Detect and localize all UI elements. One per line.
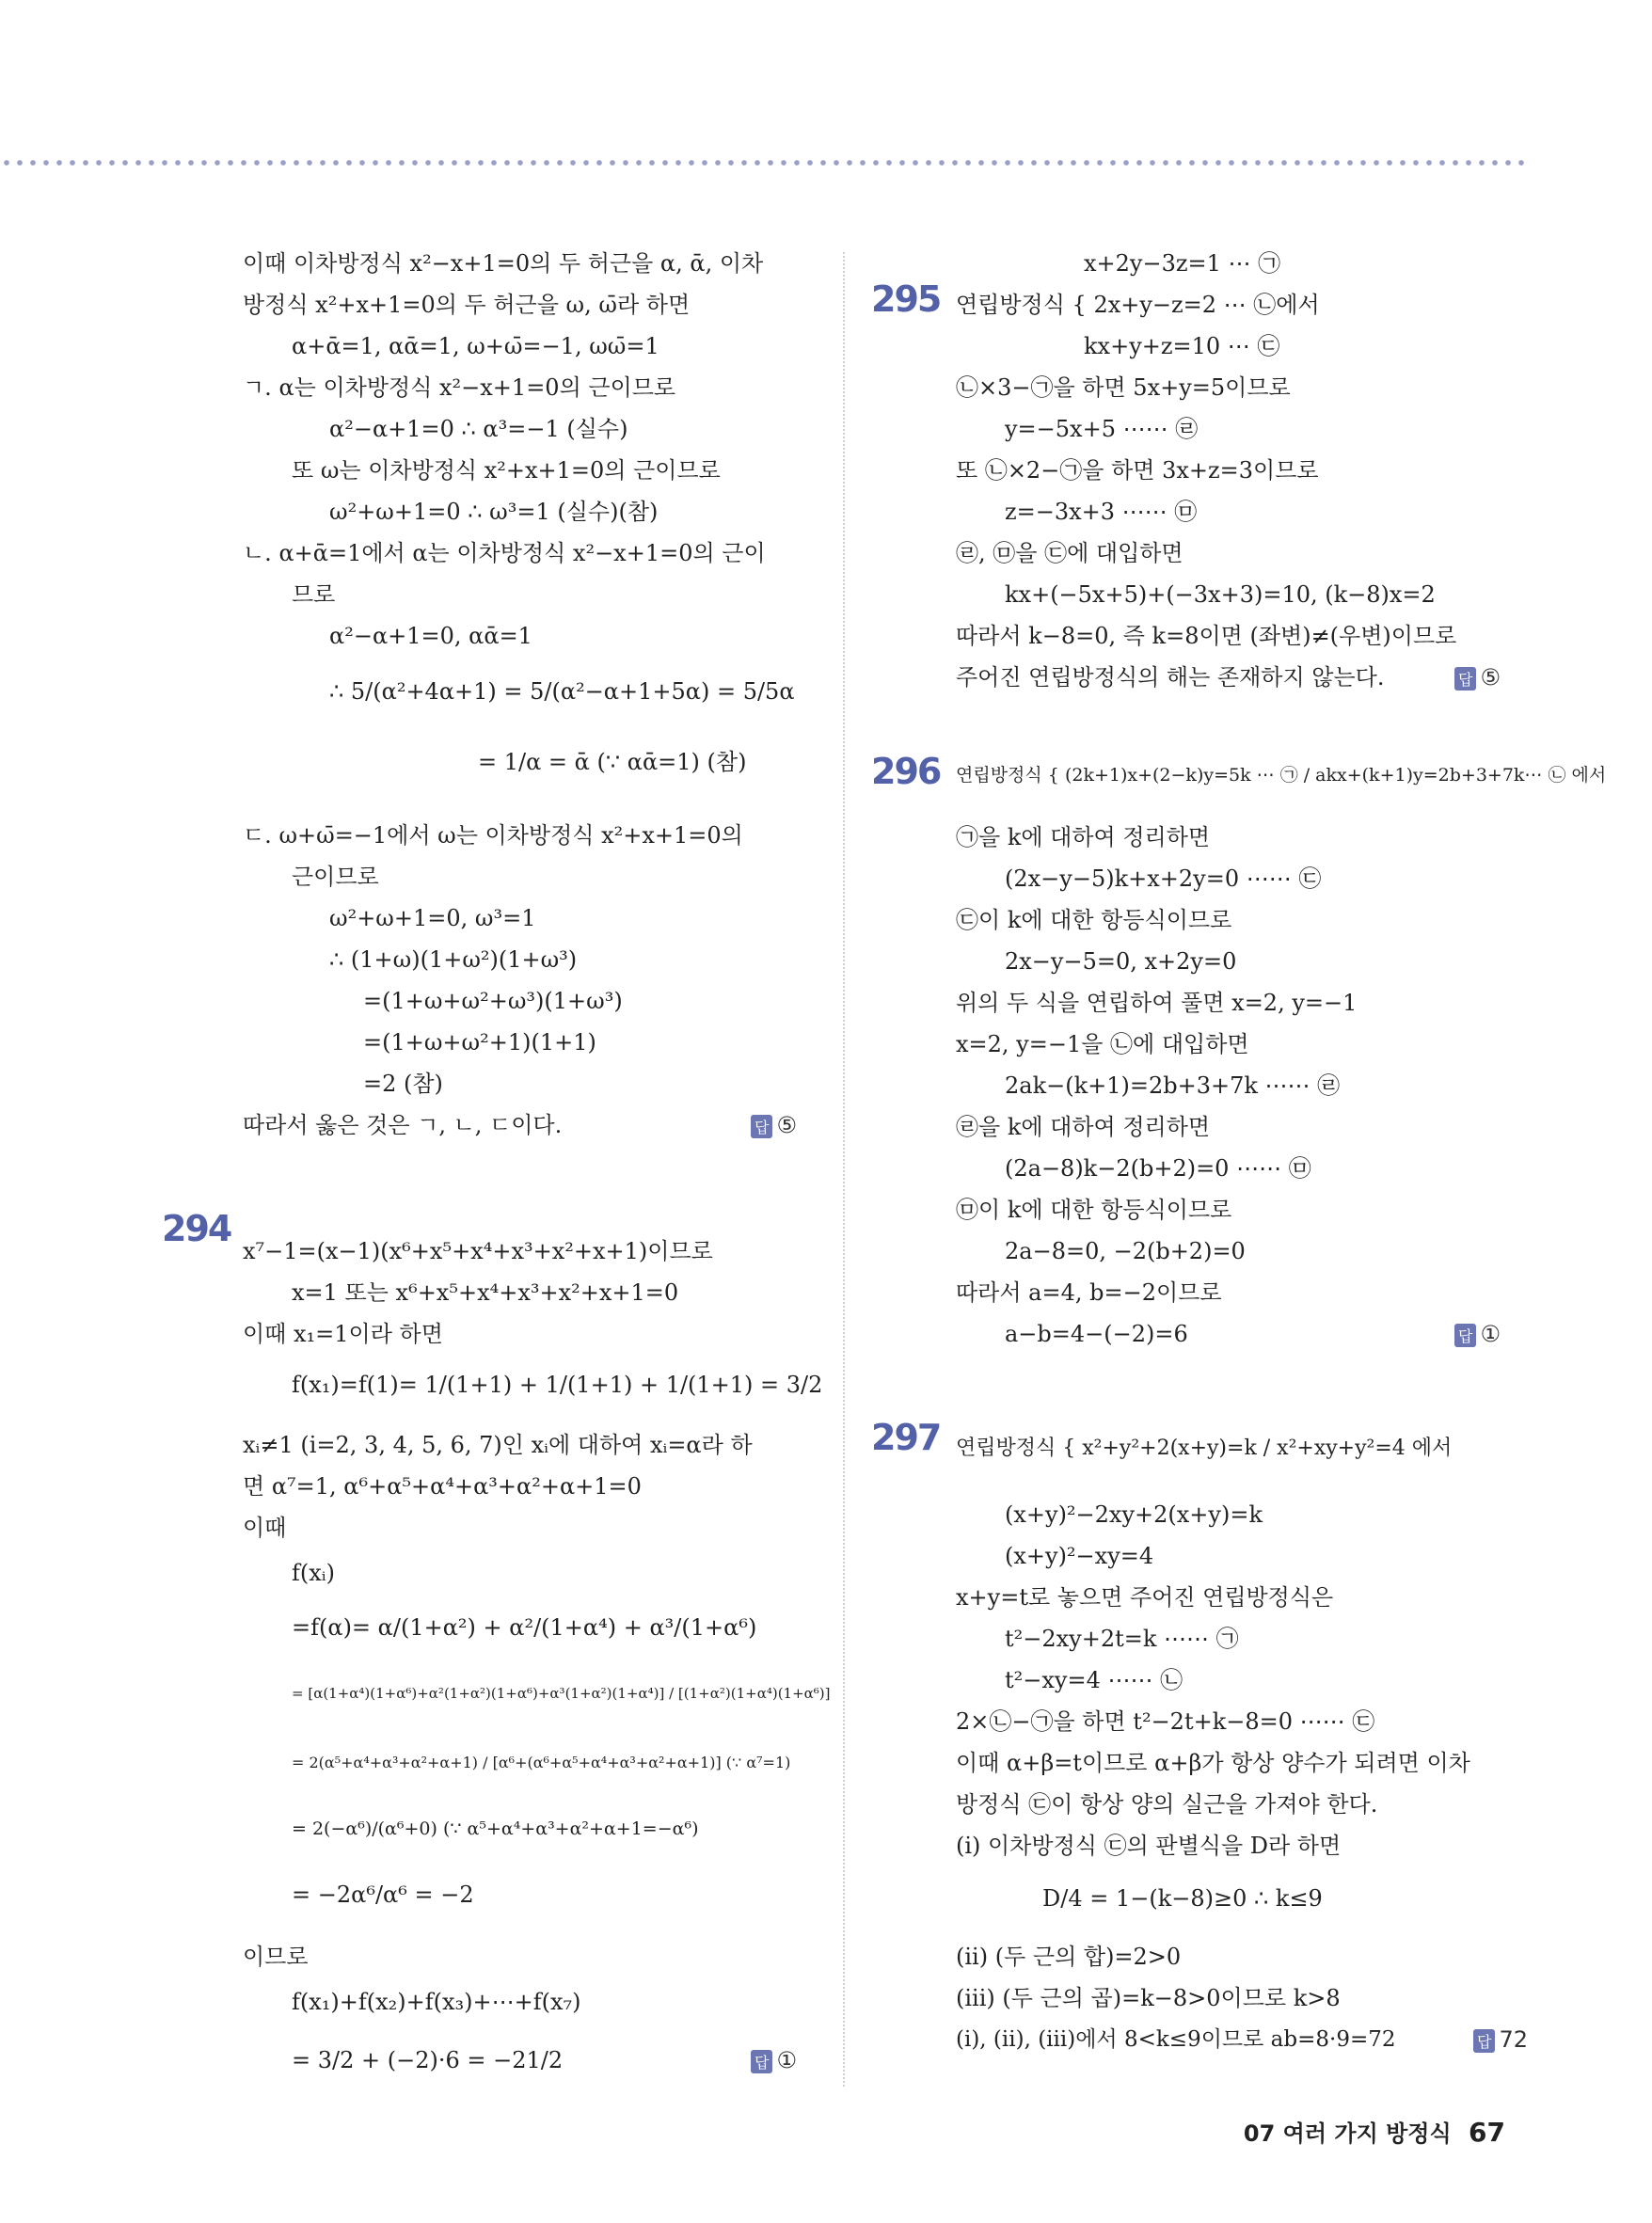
text-line: 또 ω는 이차방정식 x²+x+1=0의 근이므로 <box>292 457 721 484</box>
text-line: ㉣, ㉤을 ㉢에 대입하면 <box>956 540 1183 566</box>
answer-295: 답 ⑤ <box>1454 664 1501 691</box>
text-line: 므로 <box>292 581 336 608</box>
text-line: =(1+ω+ω²+1)(1+1) <box>363 1029 596 1056</box>
text-line: ω²+ω+1=0, ω³=1 <box>329 905 536 931</box>
text-line: (2x−y−5)k+x+2y=0 ⋯⋯ ㉢ <box>1005 865 1322 892</box>
text-line: kx+(−5x+5)+(−3x+3)=10, (k−8)x=2 <box>1005 581 1436 608</box>
text-line: (x+y)²−xy=4 <box>1005 1543 1154 1569</box>
page-footer <box>1244 2115 1505 2148</box>
text-line: D/4 = 1−(k−8)≥0 ∴ k≤9 <box>1042 1885 1323 1912</box>
text-line: z=−3x+3 ⋯⋯ ㉤ <box>1005 499 1198 525</box>
text-line: ㉡×3−㉠을 하면 5x+y=5이므로 <box>956 374 1291 401</box>
text-line: ㄱ. α는 이차방정식 x²−x+1=0의 근이므로 <box>243 374 676 401</box>
problem-number-295: 295 <box>871 278 941 320</box>
text-line: 따라서 a=4, b=−2이므로 <box>956 1279 1222 1306</box>
text-line: =f(α)= α/(1+α²) + α²/(1+α⁴) + α³/(1+α⁶) <box>292 1614 757 1641</box>
problem-number-297: 297 <box>871 1417 941 1458</box>
answer-297: 답 72 <box>1473 2026 1528 2053</box>
text-line: a−b=4−(−2)=6 <box>1005 1321 1188 1347</box>
text-line: 연립방정식 { (2k+1)x+(2−k)y=5k ⋯ ㉠ / akx+(k+1)y=2b+3+7k⋯ ㉡ 에서 <box>956 765 1607 786</box>
problem-number-294: 294 <box>162 1208 231 1249</box>
text-line: x+2y−3z=1 ⋯ ㉠ <box>1084 250 1281 277</box>
text-line: 2x−y−5=0, x+2y=0 <box>1005 948 1237 975</box>
text-line: ㉣을 k에 대하여 정리하면 <box>956 1114 1211 1140</box>
text-line: 연립방정식 { 2x+y−z=2 ⋯ ㉡에서 <box>956 292 1320 318</box>
text-line: t²−2xy+2t=k ⋯⋯ ㉠ <box>1005 1626 1239 1652</box>
text-line: x=1 또는 x⁶+x⁵+x⁴+x³+x²+x+1=0 <box>292 1279 679 1306</box>
problem-number-296: 296 <box>871 751 941 792</box>
text-line: 2a−8=0, −2(b+2)=0 <box>1005 1238 1246 1264</box>
text-line: α+ᾱ=1, αᾱ=1, ω+ω̄=−1, ωω̄=1 <box>292 333 659 359</box>
text-line: =2 (참) <box>363 1071 443 1097</box>
text-line: 위의 두 식을 연립하여 풀면 x=2, y=−1 <box>956 990 1358 1016</box>
text-line: (i) 이차방정식 ㉢의 판별식을 D라 하면 <box>956 1833 1342 1859</box>
text-line: 방정식 x²+x+1=0의 두 허근을 ω, ω̄라 하면 <box>243 292 691 318</box>
text-line: ㄷ. ω+ω̄=−1에서 ω는 이차방정식 x²+x+1=0의 <box>243 822 743 849</box>
text-line: f(xᵢ) <box>292 1560 335 1586</box>
text-line: (i), (ii), (iii)에서 8<k≤9이므로 ab=8·9=72 <box>956 2027 1396 2052</box>
page-number: 67 <box>1469 2117 1505 2148</box>
text-line: = 3/2 + (−2)·6 = −21/2 <box>292 2047 564 2073</box>
text-line: 따라서 옳은 것은 ㄱ, ㄴ, ㄷ이다. <box>243 1112 563 1138</box>
text-line: ㄴ. α+ᾱ=1에서 α는 이차방정식 x²−x+1=0의 근이 <box>243 540 766 566</box>
text-line: = 2(−α⁶)/(α⁶+0) (∵ α⁵+α⁴+α³+α²+α+1=−α⁶) <box>292 1818 699 1839</box>
text-line: (ii) (두 근의 합)=2>0 <box>956 1944 1182 1970</box>
text-line: x+y=t로 놓으면 주어진 연립방정식은 <box>956 1584 1334 1611</box>
text-line: =(1+ω+ω²+ω³)(1+ω³) <box>363 988 623 1014</box>
text-line: (x+y)²−2xy+2(x+y)=k <box>1005 1501 1263 1528</box>
text-line: 방정식 ㉢이 항상 양의 실근을 가져야 한다. <box>956 1791 1378 1818</box>
text-line: ∴ (1+ω)(1+ω²)(1+ω³) <box>329 946 578 973</box>
text-line: f(x₁)+f(x₂)+f(x₃)+⋯+f(x₇) <box>292 1989 581 2015</box>
text-line: ㉤이 k에 대한 항등식이므로 <box>956 1197 1232 1223</box>
text-line: 이때 x₁=1이라 하면 <box>243 1321 443 1347</box>
text-line: kx+y+z=10 ⋯ ㉢ <box>1084 333 1280 359</box>
text-line: ω²+ω+1=0 ∴ ω³=1 (실수)(참) <box>329 499 659 525</box>
text-line: = 2(α⁵+α⁴+α³+α²+α+1) / [α⁶+(α⁶+α⁵+α⁴+α³+α²+α+1)] (∵ α⁷=1) <box>292 1754 791 1771</box>
column-divider <box>843 252 845 2087</box>
text-line: 또 ㉡×2−㉠을 하면 3x+z=3이므로 <box>956 457 1319 484</box>
text-line: ∴ 5/(α²+4α+1) = 5/(α²−α+1+5α) = 5/5α <box>329 678 795 705</box>
chapter-title: 07 여러 가지 방정식 <box>1243 2120 1452 2147</box>
text-line: = −2α⁶/α⁶ = −2 <box>292 1882 474 1908</box>
text-line: ㉢이 k에 대한 항등식이므로 <box>956 907 1232 933</box>
text-line: 이므로 <box>243 1944 309 1970</box>
text-line: t²−xy=4 ⋯⋯ ㉡ <box>1005 1667 1183 1693</box>
text-line: 2ak−(k+1)=2b+3+7k ⋯⋯ ㉣ <box>1005 1072 1341 1099</box>
text-line: 이때 α+β=t이므로 α+β가 항상 양수가 되려면 이차 <box>956 1750 1470 1776</box>
text-line: 면 α⁷=1, α⁶+α⁵+α⁴+α³+α²+α+1=0 <box>243 1473 642 1500</box>
answer-296: 답 ① <box>1454 1321 1501 1347</box>
text-line: α²−α+1=0 ∴ α³=−1 (실수) <box>329 416 628 442</box>
top-dotted-rule <box>0 158 1524 167</box>
text-line: α²−α+1=0, αᾱ=1 <box>329 623 532 649</box>
text-line: 2×㉡−㉠을 하면 t²−2t+k−8=0 ⋯⋯ ㉢ <box>956 1708 1375 1735</box>
text-line: = [α(1+α⁴)(1+α⁶)+α²(1+α²)(1+α⁶)+α³(1+α²)(1+α⁴)] / [(1+α²)(1+α⁴)(1+α⁶)] <box>292 1685 831 1702</box>
text-line: f(x₁)=f(1)= 1/(1+1) + 1/(1+1) + 1/(1+1) = 3/2 <box>292 1372 823 1398</box>
text-line: 근이므로 <box>292 864 379 890</box>
text-line: 이때 <box>243 1515 287 1541</box>
text-line: x⁷−1=(x−1)(x⁶+x⁵+x⁴+x³+x²+x+1)이므로 <box>243 1238 713 1264</box>
text-line: 주어진 연립방정식의 해는 존재하지 않는다. <box>956 664 1385 691</box>
answer-293: 답 ⑤ <box>751 1112 797 1138</box>
text-line: 따라서 k−8=0, 즉 k=8이면 (좌변)≠(우변)이므로 <box>956 623 1457 649</box>
answer-294: 답 ① <box>751 2047 797 2073</box>
text-line: (2a−8)k−2(b+2)=0 ⋯⋯ ㉤ <box>1005 1155 1311 1182</box>
text-line: x=2, y=−1을 ㉡에 대입하면 <box>956 1031 1249 1057</box>
text-line: 연립방정식 { x²+y²+2(x+y)=k / x²+xy+y²=4 에서 <box>956 1437 1453 1460</box>
text-line: (iii) (두 근의 곱)=k−8>0이므로 k>8 <box>956 1985 1341 2011</box>
text-line: xᵢ≠1 (i=2, 3, 4, 5, 6, 7)인 xᵢ에 대하여 xᵢ=α라 하 <box>243 1432 753 1458</box>
text-line: y=−5x+5 ⋯⋯ ㉣ <box>1005 416 1199 442</box>
text-line: ㉠을 k에 대하여 정리하면 <box>956 824 1211 850</box>
text-line: 이때 이차방정식 x²−x+1=0의 두 허근을 α, ᾱ, 이차 <box>243 250 764 277</box>
text-line: = 1/α = ᾱ (∵ αᾱ=1) (참) <box>478 749 747 775</box>
